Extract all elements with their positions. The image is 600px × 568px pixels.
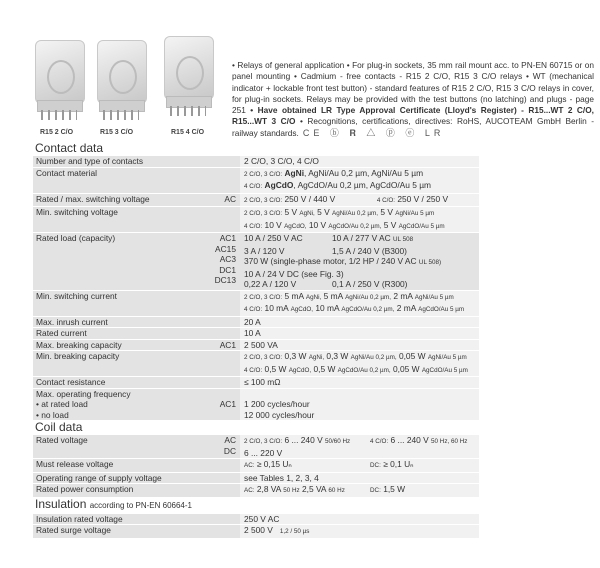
table-row — [33, 513, 479, 525]
row-label: Contact resistance — [33, 377, 208, 388]
row-value: 2 C/O, 3 C/O: 6 ... 240 V 50/60 Hz 4 C/O: 6 ... 240 V 50 Hz, 60 Hz 6 ... 220 V — [240, 435, 479, 458]
table-row — [33, 472, 479, 484]
row-value: AC: 2,8 VA 50 Hz 2,5 VA 60 Hz DC: 1,5 W — [240, 484, 479, 497]
relay-image-4co — [162, 36, 214, 116]
row-value: 2 500 V 1,2 / 50 µs — [240, 525, 479, 538]
row-value: AC: ≥ 0,15 Uₙ DC: ≥ 0,1 Uₙ — [240, 459, 479, 472]
table-row — [33, 206, 479, 232]
table-row: Max. breaking capacity AC1 2 500 VA — [33, 339, 479, 351]
row-value: 2 C/O, 3 C/O: 5 mA AgNi, 5 mA AgNi/Au 0,2 µm, 2 mA AgNi/Au 5 µm 4 C/O: 10 mA AgCdO, 10 mA AgCdO/Au 0,2 µm, 2 mA AgCdO/Au 5 µm — [240, 291, 479, 316]
relay-label: R15 4 C/O — [171, 129, 205, 136]
table-row — [33, 350, 479, 376]
coil-data-table — [33, 434, 479, 497]
row-label: Rated current — [33, 328, 208, 339]
row-value: 2 C/O, 3 C/O: 5 V AgNi, 5 V AgNi/Au 0,2 µm, 5 V AgNi/Au 5 µm 4 C/O: 10 V AgCdO, 10 V AgCdO/Au 0,2 µm, 5 V AgCdO/Au 5 µm — [240, 207, 479, 232]
relay-image-2co — [33, 40, 85, 120]
table-row — [33, 316, 479, 328]
row-label: Min. switching current — [33, 291, 208, 316]
row-label: Min. breaking capacity — [33, 351, 208, 376]
row-label: Max. inrush current — [33, 317, 208, 328]
relay-image-3co — [95, 40, 147, 120]
row-label: Contact material — [33, 168, 208, 193]
section-title-coil: Coil data — [35, 420, 83, 434]
table-row: Rated voltage AC DC 2 C/O, 3 C/O: 6 ... 240 V 50/60 Hz 4 C/O: 6 ... 240 V 50 Hz, 60 Hz 6 ... 220 V — [33, 434, 479, 458]
contact-data-table — [33, 155, 479, 420]
row-label: Rated power consumption — [33, 484, 208, 497]
row-value: 10 A / 250 V AC 10 A / 277 V AC UL 508 3 A / 120 V 1,5 A / 240 V (B300) 370 W (single-phase motor, 1/2 HP / 240 V AC UL 508) 10 A / 24 V DC (see Fig. 3) 0,22 A / 120 V 0,1 A / 250 V (R300) — [240, 233, 479, 290]
row-label: Operating range of supply voltage — [33, 473, 208, 484]
insulation-table — [33, 513, 479, 538]
intro-tail: • Recognitions, certifications, directives: RoHS, AUCOTEAM GmbH Berlin - railway standards. — [232, 116, 594, 138]
row-label: Rated voltage — [33, 435, 208, 458]
section-title-insulation: Insulation according to PN-EN 60664-1 — [35, 496, 192, 511]
table-row — [33, 290, 479, 316]
table-row — [33, 155, 479, 167]
table-row: Max. operating frequency • at rated load • no load AC1 1 200 cycles/hour 12 000 cycles/hour — [33, 388, 479, 421]
row-label: Max. breaking capacity — [33, 340, 208, 351]
row-label: Rated load (capacity) — [33, 233, 208, 290]
datasheet-tables — [33, 141, 479, 538]
row-label: Insulation rated voltage — [33, 514, 208, 525]
section-title-contact: Contact data — [35, 141, 104, 155]
table-row — [33, 167, 479, 193]
row-value: see Tables 1, 2, 3, 4 — [240, 473, 479, 484]
row-value: 2 C/O, 3 C/O: 250 V / 440 V 4 C/O: 250 V / 250 V — [240, 194, 479, 207]
row-value: 250 V AC — [240, 514, 479, 525]
row-value: 20 A — [240, 317, 479, 328]
relay-label: R15 3 C/O — [100, 129, 134, 136]
row-label: Rated / max. switching voltage — [33, 194, 208, 207]
relay-label: R15 2 C/O — [40, 129, 74, 136]
row-label: Rated surge voltage — [33, 525, 208, 538]
intro-body: • Relays of general application • For plug-in sockets, 35 mm rail mount acc. to PN-EN 60715 or on panel mounting • Cadmium - free contacts - R15 2 C/O, R15 3 C/O relays • WT (mechanical indicator + lockable front test button) - standard features of R15 2 C/O, R15 3 C/O relays in cover, for plug-in sockets. Relays may be provided with the test buttons (no latching) and plugs - page 251 — [232, 60, 594, 116]
row-value: 2 C/O, 3 C/O, 4 C/O — [240, 156, 479, 167]
row-value: ≤ 100 mΩ — [240, 377, 479, 388]
table-row — [33, 327, 479, 339]
table-row — [33, 483, 479, 497]
table-row — [33, 524, 479, 538]
table-row — [33, 376, 479, 388]
intro-bold: • Have obtained LR Type Approval Certificate (Lloyd's Register) - R15...WT 2 C/O, R15...WT 3 C/O — [232, 105, 594, 127]
certification-icons: CE ⓑ 𝐑 △ ⓟ ⓔ LR — [302, 127, 445, 138]
row-value: 10 A — [240, 328, 479, 339]
row-label: Max. operating frequency • at rated load • no load — [33, 389, 208, 421]
table-row: Rated load (capacity) AC1 AC15 AC3 DC1 DC13 10 A / 250 V AC 10 A / 277 V AC UL 508 3 A / 120 V 1,5 A / 240 V (B300) 370 W (single-phase motor, 1/2 HP / 240 V AC UL 508) 10 A / 24 V DC (see Fig. 3) 0,22 A / 120 V 0,1 A / 250 V (R300) — [33, 232, 479, 290]
row-value: 1 200 cycles/hour 12 000 cycles/hour — [240, 389, 479, 421]
row-label: Min. switching voltage — [33, 207, 208, 232]
row-value: 2 500 VA — [240, 340, 479, 351]
row-value: 2 C/O, 3 C/O: 0,3 W AgNi, 0,3 W AgNi/Au 0,2 µm, 0,05 W AgNi/Au 5 µm 4 C/O: 0,5 W AgCdO, 0,5 W AgCdO/Au 0,2 µm, 0,05 W AgCdO/Au 5 µm — [240, 351, 479, 376]
table-row — [33, 458, 479, 472]
table-row: Rated / max. switching voltage AC 2 C/O, 3 C/O: 250 V / 440 V 4 C/O: 250 V / 250 V — [33, 193, 479, 207]
row-label: Must release voltage — [33, 459, 208, 472]
row-label: Number and type of contacts — [33, 156, 208, 167]
row-value: 2 C/O, 3 C/O: AgNi, AgNi/Au 0,2 µm, AgNi/Au 5 µm 4 C/O: AgCdO, AgCdO/Au 0,2 µm, AgCdO/Au 5 µm — [240, 168, 479, 193]
intro-text — [232, 60, 594, 139]
